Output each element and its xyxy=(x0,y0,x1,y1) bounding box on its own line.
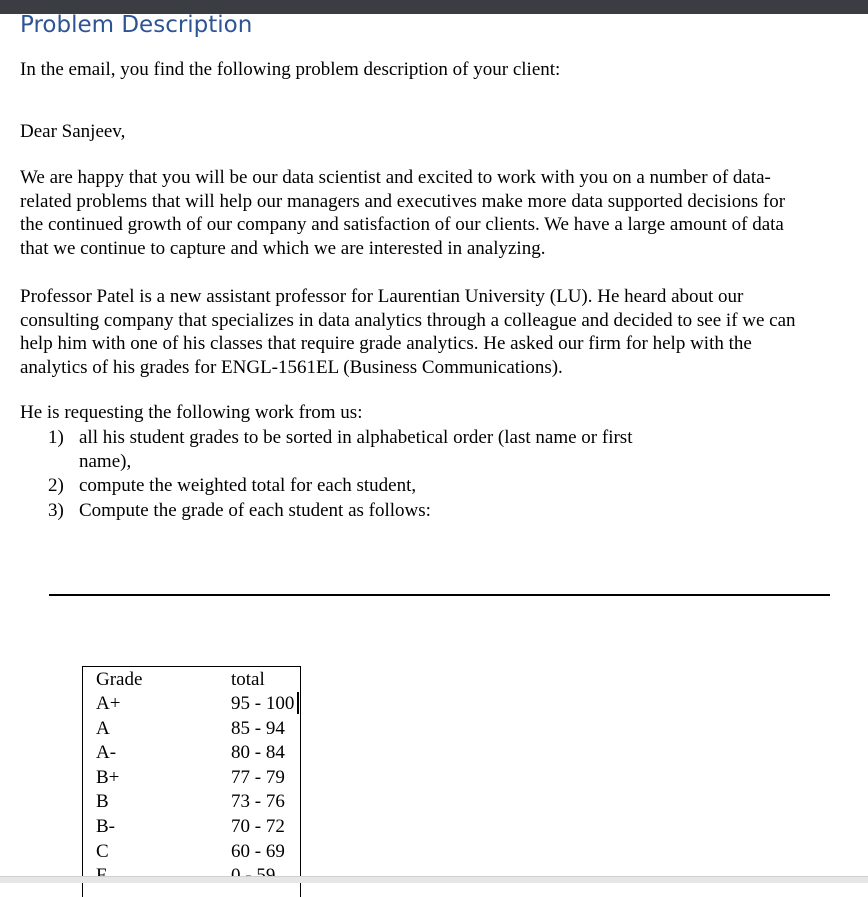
email-paragraph-1: We are happy that you will be our data scientist and excited to work with you on a number of data-related problems that will help our managers and executives make more data supported decisions for the continued growth of our company and satisfaction of our clients. We have a large amount of data that we continue to capture and which we are interested in analyzing. xyxy=(20,167,786,259)
grade-header: Grade xyxy=(96,669,143,690)
request-intro: He is requesting the following work from us: xyxy=(20,402,363,423)
request-item xyxy=(48,474,648,498)
request-item xyxy=(48,426,648,473)
request-number: 3) xyxy=(48,499,64,521)
request-number: 1) xyxy=(48,427,64,448)
grade-cell: A- xyxy=(96,742,117,763)
horizontal-rule xyxy=(49,594,830,596)
total-cell: 60 - 69 xyxy=(231,841,285,862)
total-cell: 77 - 79 xyxy=(231,767,285,788)
grade-cell: A xyxy=(96,718,110,739)
grade-cell: B+ xyxy=(96,767,120,788)
total-cell: 95 - 100 xyxy=(231,693,295,714)
grade-cell: C xyxy=(96,841,109,862)
total-cell: 80 - 84 xyxy=(231,742,285,763)
request-text: Compute the grade of each student as follows: xyxy=(79,499,431,521)
request-item xyxy=(48,499,648,523)
grade-cell: A+ xyxy=(96,693,121,714)
section-heading: Problem Description xyxy=(20,12,253,38)
table-column-divider xyxy=(297,692,299,714)
email-greeting: Dear Sanjeev, xyxy=(20,121,126,142)
request-text: compute the weighted total for each student, xyxy=(79,475,417,496)
total-cell: 70 - 72 xyxy=(231,816,285,837)
total-header: total xyxy=(231,669,265,690)
request-number: 2) xyxy=(48,475,64,496)
request-list xyxy=(48,426,648,523)
email-paragraph-2: Professor Patel is a new assistant professor for Laurentian University (LU). He heard about our consulting company that specializes in data analytics through a colleague and decided to see if we can help him with one of his classes that require grade analytics. He asked our firm for help with the analytics of his grades for ENGL-1561EL (Business Communications). xyxy=(20,286,796,378)
grade-cell: B- xyxy=(96,816,115,837)
total-cell: 85 - 94 xyxy=(231,718,285,739)
total-cell: 73 - 76 xyxy=(231,791,285,812)
intro-text: In the email, you find the following problem description of your client: xyxy=(20,59,561,80)
request-text: all his student grades to be sorted in alphabetical order (last name or first name), xyxy=(79,427,633,472)
grade-cell: B xyxy=(96,791,109,812)
